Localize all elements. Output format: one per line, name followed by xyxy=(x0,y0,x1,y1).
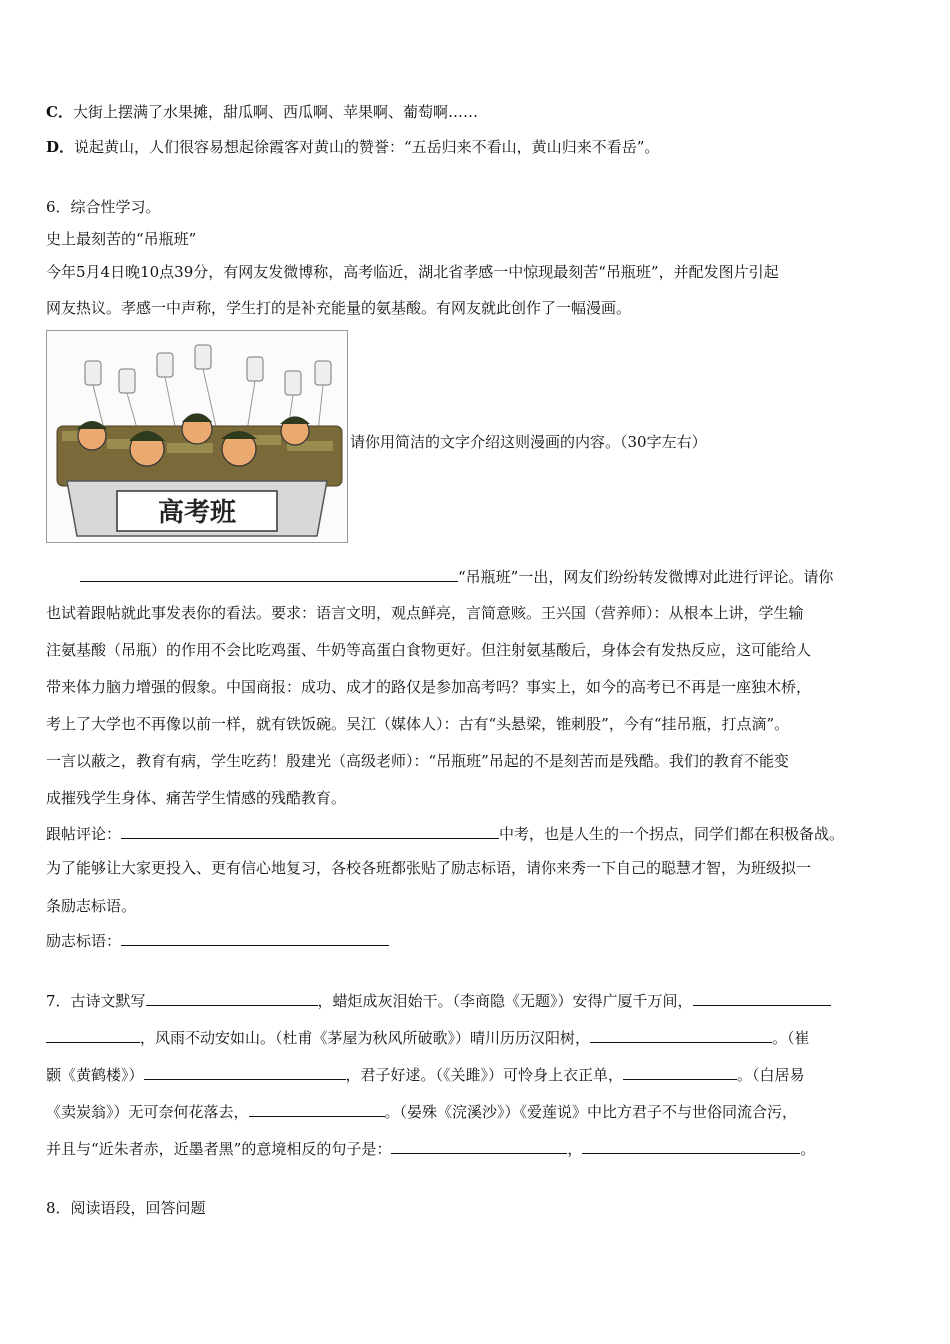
q7-line-3 xyxy=(46,1064,805,1085)
q7-text-2c: 。（崔 xyxy=(772,1029,810,1047)
poem-blank-4[interactable] xyxy=(144,1064,346,1080)
slogan-blank[interactable] xyxy=(121,930,389,946)
cartoon-image xyxy=(46,330,348,543)
q7-text-4a: 《卖炭翁》）无可奈何花落去， xyxy=(46,1103,249,1121)
slogan-label: 励志标语： xyxy=(46,932,122,950)
q6-paragraph-line-4: 带来体力脑力增强的假象。中国商报：成功、成才的路仅是参加高考吗？事实上，如今的高考已不再是一座独木桥， xyxy=(46,678,812,696)
q7-text-5a: 并且与“近朱者赤，近墨者黑”的意境相反的句子是： xyxy=(46,1140,392,1158)
q7-line-1 xyxy=(46,990,831,1011)
q7-text-3a: 颢《黄鹤楼》） xyxy=(46,1066,144,1084)
poem-blank-7[interactable] xyxy=(391,1138,567,1154)
q6-paragraph-line-3: 注氨基酸（吊瓶）的作用不会比吃鸡蛋、牛奶等高蛋白食物更好。但注射氨基酸后，身体会有发热反应，这可能给人 xyxy=(46,641,812,659)
q7-number: 7．古诗文默写 xyxy=(46,992,146,1010)
slogan-paragraph-line-2: 条励志标语。 xyxy=(46,897,137,915)
slogan-paragraph-line-1: 为了能够让大家更投入、更有信心地复习，各校各班都张贴了励志标语，请你来秀一下自己的聪慧才智，为班级拟一 xyxy=(46,859,812,877)
option-d-text: 说起黄山，人们很容易想起徐霞客对黄山的赞誉：“五岳归来不看山，黄山归来不看岳”。 xyxy=(74,138,660,156)
comment-label: 跟帖评论： xyxy=(46,825,122,843)
q7-text-1: ，蜡炬成灰泪始干。（李商隐《无题》）安得广厦千万间， xyxy=(317,992,693,1010)
q8-number: 8．阅读语段，回答问题 xyxy=(46,1199,206,1217)
q6-paragraph-line-7: 成摧残学生身体、痛苦学生情感的残酷教育。 xyxy=(46,789,347,807)
q7-line-2 xyxy=(46,1027,810,1048)
option-d-label: D． xyxy=(46,138,75,156)
option-c xyxy=(46,102,478,122)
q6-paragraph-line-2: 也试着跟帖就此事发表你的看法。要求：语言文明，观点鲜亮，言简意赅。王兴国（营养师）：从根本上讲，学生输 xyxy=(46,604,804,622)
q6-paragraph-line-6: 一言以蔽之，教育有病，学生吃药！殷建光（高级老师）：“吊瓶班”吊起的不是刻苦而是残酷。我们的教育不能变 xyxy=(46,752,789,770)
q7-text-5c: 。 xyxy=(800,1140,816,1158)
q7-text-5b: ， xyxy=(567,1140,583,1158)
q6-paragraph-line-5: 考上了大学也不再像以前一样，就有铁饭碗。吴江（媒体人）：古有“头悬梁，锥刺股”，今有“挂吊瓶，打点滴”。 xyxy=(46,715,790,733)
q6-title: 史上最刻苦的“吊瓶班” xyxy=(46,230,197,248)
q7-line-5 xyxy=(46,1138,815,1159)
q7-text-3b: ，君子好逑。（《关雎》）可怜身上衣正单， xyxy=(345,1066,624,1084)
poem-blank-6[interactable] xyxy=(249,1101,385,1117)
q6-intro-line-1: 今年5月4日晚10点39分，有网友发微博称，高考临近，湖北省孝感一中惊现最刻苦“吊瓶班”，并配发图片引起 xyxy=(46,263,779,281)
comment-blank[interactable] xyxy=(121,823,499,839)
option-c-text: 大街上摆满了水果摊，甜瓜啊、西瓜啊、苹果啊、葡萄啊…… xyxy=(72,103,478,121)
q7-text-3c: 。（白居易 xyxy=(737,1066,805,1084)
poem-blank-5[interactable] xyxy=(623,1064,737,1080)
q7-line-4 xyxy=(46,1101,797,1122)
slogan-line xyxy=(46,930,389,951)
cartoon-illustration xyxy=(47,331,347,542)
poem-blank-1[interactable] xyxy=(146,990,318,1006)
option-d xyxy=(46,137,659,157)
poem-blank-2[interactable] xyxy=(693,990,831,1006)
q6-intro-line-2: 网友热议。孝感一中声称，学生打的是补充能量的氨基酸。有网友就此创作了一幅漫画。 xyxy=(46,299,632,317)
poem-blank-8[interactable] xyxy=(582,1138,800,1154)
q6-after-blank: “吊瓶班”一出，网友们纷纷转发微博对此进行评论。请你 xyxy=(458,568,834,586)
cartoon-sign-text: 高考班 xyxy=(157,498,237,528)
comment-line xyxy=(46,823,844,844)
q6-paragraph-line-1 xyxy=(80,566,833,587)
q6-number: 6．综合性学习。 xyxy=(46,198,161,216)
cartoon-caption: 请你用简洁的文字介绍这则漫画的内容。（30字左右） xyxy=(350,433,707,451)
poem-blank-2-cont[interactable] xyxy=(46,1027,140,1043)
comment-after: 中考，也是人生的一个拐点，同学们都在积极备战。 xyxy=(499,825,845,843)
q7-text-2: ，风雨不动安如山。（杜甫《茅屋为秋风所破歌》）晴川历历汉阳树， xyxy=(140,1029,591,1047)
answer-blank[interactable] xyxy=(80,566,458,582)
poem-blank-3[interactable] xyxy=(590,1027,772,1043)
q7-text-4b: 。（晏殊《浣溪沙》）《爱莲说》中比方君子不与世俗同流合污， xyxy=(384,1103,798,1121)
option-c-label: C． xyxy=(46,103,73,121)
